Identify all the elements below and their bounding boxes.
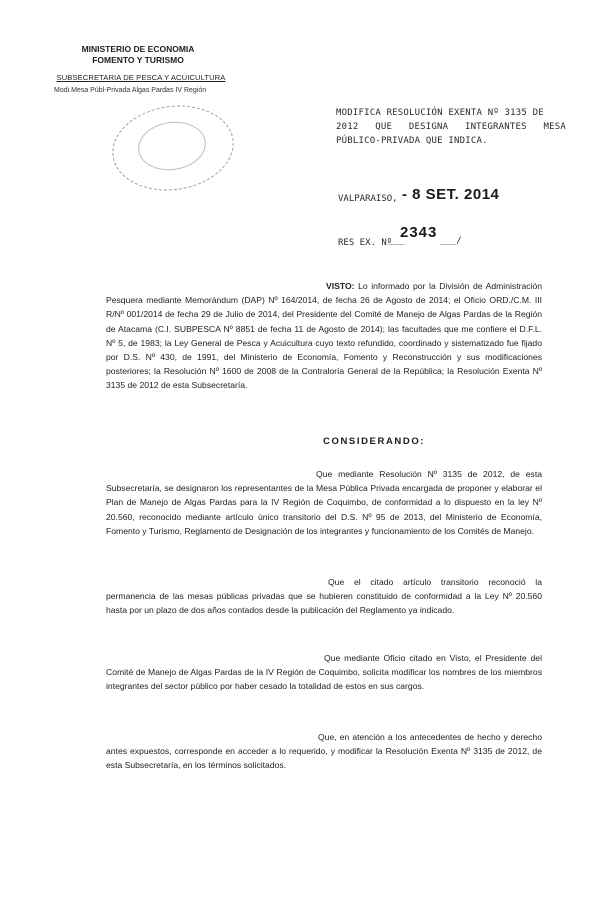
- considerando-paragraph-4: Que, en atención a los antecedentes de hecho y derecho antes expuestos, corresponde en acceder a lo requerido, y modificar la Resolución Exenta Nº 3135 de 2012, de esta Subsecretaría, en los términos solicitados.: [106, 732, 542, 771]
- date-stamp: - 8 SET. 2014: [402, 186, 500, 203]
- visto-text: Lo informado por la División de Administración Pesquera mediante Memorándum (DAP) Nº 164/2014, de fecha 26 de Agosto de 2014; el Oficio ORD./C.M. III R/Nº 001/2014 de fecha 29 de Julio de 2014, del Presidente del Comité de Manejo de Algas Pardas de la Región de Atacama (C.I. SUBPESCA Nº 8851 de fecha 11 de Agosto de 2014); las facultades que me confiere el D.F.L. Nº 5, de 1983; la Ley General de Pesca y Acuicultura cuyo texto refundido, coordinado y sistematizado fue fijado por D.S. Nº 430, de 1991, del Ministerio de Economía, Fomento y Reconstrucción y sus modificaciones posteriores; la Resolución Nº 1600 de 2008 de la Contraloría General de la República; la Resolución Exenta Nº 3135 de 2012 de esta Subsecretaría.: [106, 281, 542, 391]
- considerando-paragraph-3: Que mediante Oficio citado en Visto, el Presidente del Comité de Manejo de Algas Pardas de la IV Región de Coquimbo, solicita modificar los nombres de los miembros integrantes del sector público por haber cesado la totalidad de estos en sus cargos.: [106, 653, 542, 692]
- resolution-blank-2: ___/: [440, 236, 462, 246]
- considerando-paragraph-1: Que mediante Resolución Nº 3135 de 2012, de esta Subsecretaría, se designaron los representantes de la Mesa Pública Privada encargada de proponer y elaborar el Plan de Manejo de Algas Pardas para la IV Región de Coquimbo, de conformidad a lo dispuesto en la ley Nº 20.560, reconocido mediante artículo único transitorio del D.S. Nº 95 de 2013, del Ministerio de Economía, Fomento y Turismo, Reglamento de Designación de los integrantes y funcionamiento de los Comités de Manejo.: [106, 469, 542, 536]
- visto-label: VISTO:: [326, 281, 355, 291]
- place-label: VALPARAISO,: [338, 194, 398, 204]
- subject-line-2: 2012 QUE DESIGNA INTEGRANTES MESA: [336, 122, 566, 132]
- subject-line-1: MODIFICA RESOLUCIÓN EXENTA Nº 3135 DE: [336, 108, 544, 118]
- considerando-paragraph-2: Que el citado artículo transitorio reconoció la permanencia de las mesas públicas privadas que se hubieren constituido de conformidad a la Ley Nº 20.560 hasta por un plazo de dos años contados desde la publicación del Reglamento ya indicado.: [106, 577, 542, 616]
- subject-block: [336, 106, 566, 148]
- visto-paragraph: [106, 279, 542, 393]
- subject-line-3: PÚBLICO-PRIVADA QUE INDICA.: [336, 136, 488, 146]
- resolution-number: 2343: [400, 224, 438, 241]
- subsecretaria-label: SUBSECRETARIA DE PESCA Y ACUICULTURA: [56, 73, 226, 82]
- considerando-heading: CONSIDERANDO:: [323, 436, 426, 447]
- reference-label: Modi.Mesa Públ-Privada Algas Pardas IV Región: [54, 87, 207, 94]
- ministry-header: [58, 44, 218, 66]
- resolution-prefix: RES EX. Nº: [338, 238, 393, 248]
- ministry-line-1: MINISTERIO DE ECONOMIA: [81, 44, 195, 54]
- ministry-line-2: FOMENTO Y TURISMO: [92, 55, 184, 65]
- resolution-blank-1: ___: [388, 236, 405, 246]
